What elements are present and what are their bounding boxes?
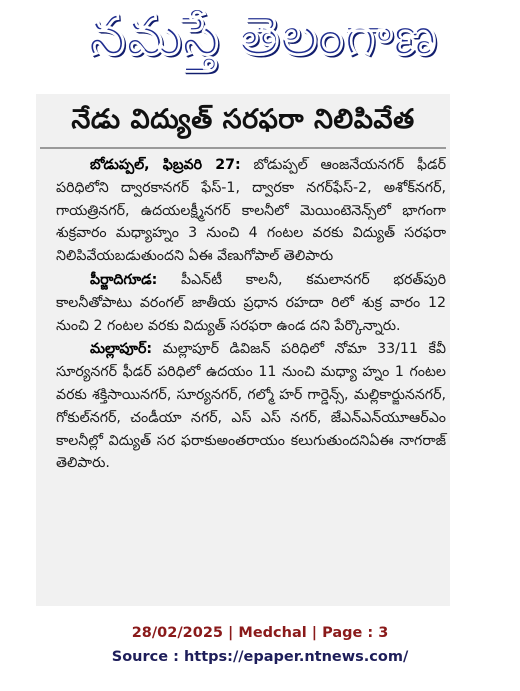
article-body	[56, 154, 446, 475]
news-clipping	[36, 94, 450, 606]
paragraph-text: మల్లాపూర్ డివిజన్ పరిధిలో నోమా 33/11 కేవీ సూర్యనగర్ ఫీడర్ పరిధిలో ఉదయం 11 నుంచి మధ్యా హ్నం 1 గంటల వరకు శక్తిసాయినగర్, సూర్యనగర్, గల్మో హర్ గార్డెన్స్, మల్లికార్జుననగర్, గోకుల్‌నగర్, చండీయా నగర్, ఎస్ ఎస్ నగర్, జేఎన్‌ఎన్‌యూఆర్‌ఎం కాలనీల్లో విద్యుత్ సర ఫరాకుఅంతరాయం కలుగుతుందనిఏఈ నాగరాజ్ తెలిపారు.	[56, 341, 446, 472]
footer-source-link[interactable]: Source : https://epaper.ntnews.com/	[111, 649, 409, 665]
dateline: బోడుప్పల్, ఫిబ్రవరి 27:	[90, 157, 241, 173]
dateline: పీర్జాదిగూడ:	[90, 271, 158, 288]
masthead	[0, 0, 520, 78]
paragraph-text: బోడుప్పల్ ఆంజనేయనగర్ ఫీడర్ పరిధిలోని ద్వారకానగర్ ఫేస్-1, ద్వారకా నగర్‌ఫేస్-2, అశోక్‌నగర్, గాయత్రినగర్, ఉదయలక్ష్మీనగర్ కాలనీలో మెయింటెనెన్స్‌లో భాగంగా శుక్రవారం మధ్యాహ్నం 3 నుంచి 4 గంటల వరకు విద్యుత్ సరఫరా నిలిపివేయబడుతుందని ఏఈ వేణుగోపాల్ తెలిపారు	[56, 157, 446, 265]
headline-divider	[40, 147, 446, 149]
article-paragraph	[56, 269, 446, 337]
dateline: మల్లాపూర్:	[90, 341, 153, 358]
article-paragraph	[56, 338, 446, 475]
source-footer	[0, 621, 520, 669]
footer-date-edition: 28/02/2025 | Medchal | Page : 3	[131, 625, 389, 641]
newspaper-logo: నమస్తే తెలంగాణ	[88, 4, 438, 68]
paragraph-text: పీఎన్‌టీ కాలనీ, కమలానగర్ భరత్‌పురి కాలనీతోపాటు వరంగల్ జాతీయ ప్రధాన రహదా రిలో శుక్ర వారం 12 నుంచి 2 గంటల వరకు విద్యుత్ సరఫరా ఉండ దని పేర్కొన్నారు.	[56, 271, 446, 334]
article-paragraph	[56, 154, 446, 268]
article-headline: నేడు విద్యుత్ సరఫరా నిలిపివేత	[71, 104, 415, 135]
